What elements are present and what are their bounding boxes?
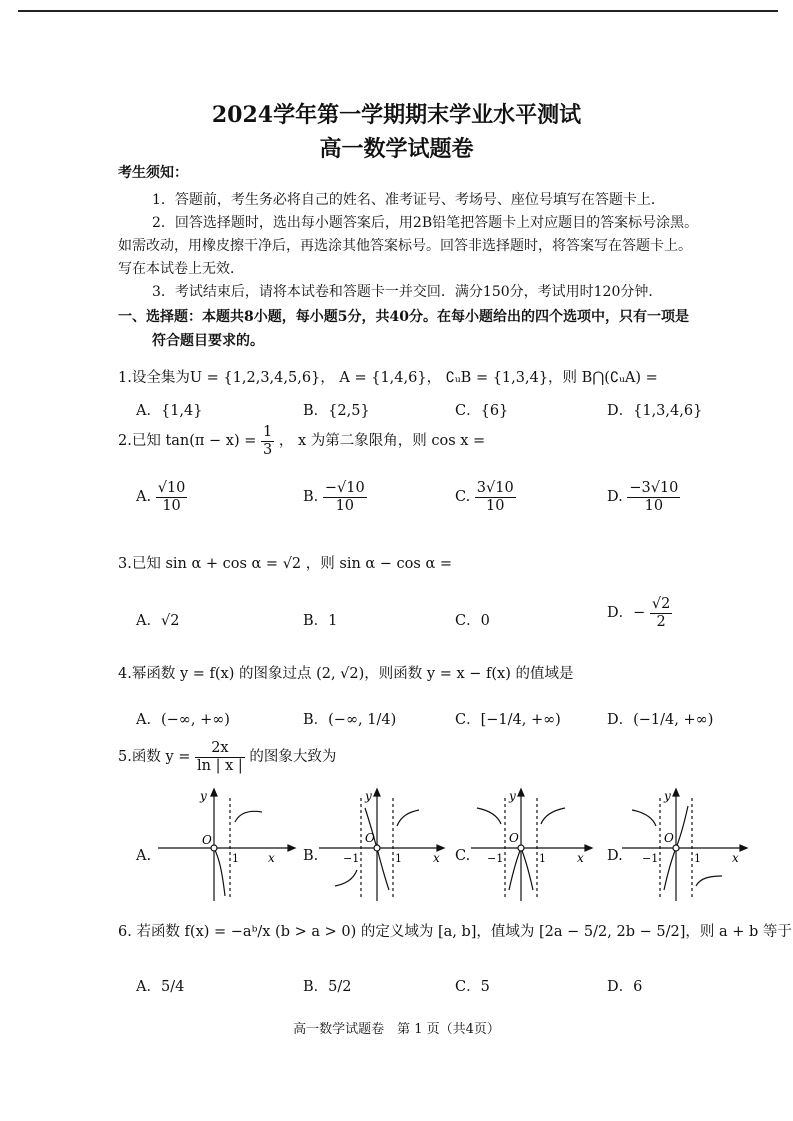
question-5-option-c-label: C. [455,848,471,864]
question-5-graph-a [150,786,300,906]
graph-a-x-label: x [268,851,275,865]
question-4-option-c: C．[−1/4, +∞) [455,712,561,728]
question-3-option-d [607,596,672,630]
exam-title: 2024学年第一学期期末学业水平测试 [211,102,582,128]
graph-d-y-label: y [664,789,671,803]
graph-c-tick-neg: −1 [487,852,504,865]
question-2-option-b-fraction [323,480,367,514]
question-2-option-d-label: D. [607,489,623,506]
question-2-option-a-fraction [156,480,188,514]
question-2-option-d-denominator: 10 [644,497,664,514]
question-2-option-b-label: B. [303,489,319,506]
question-1-stem: 1.设全集为U = {1,2,3,4,5,6}， A = {1,4,6}， ∁ᵤB = {1,3,4}，则 B⋂(∁ᵤA) = [118,370,658,386]
section-heading-line-2: 符合题目要求的。 [152,333,264,349]
question-5-stem-denominator: ln | x | [197,757,243,774]
graph-a-tick-1: 1 [232,852,239,865]
graph-d-x-label: x [732,851,739,865]
question-2-option-b [303,480,367,514]
question-3-option-a: A．√2 [136,613,180,629]
question-3-option-b: B．1 [303,613,338,629]
question-3-option-c: C．0 [455,613,490,629]
question-2-option-c-fraction [475,480,516,514]
question-2-stem-fraction [261,424,274,458]
question-5-option-a-label: A. [136,848,152,864]
graph-d-origin-label: O [664,831,674,845]
question-2-stem-post: ， x 为第二象限角，则 cos x = [278,433,486,450]
question-2-option-c-numerator: 3√10 [476,480,514,496]
notice-line-1: 1．答题前，考生务必将自己的姓名、准考证号、考场号、座位号填写在答题卡上． [152,192,665,208]
question-5-graph-b [315,786,455,906]
question-5-stem [118,740,336,774]
question-2-option-b-denominator: 10 [335,497,355,514]
notice-line-3: 如需改动，用橡皮擦干净后，再选涂其他答案标号。回答非选择题时，将答案写在答题卡上。 [118,238,692,254]
exam-subtitle: 高一数学试题卷 [319,136,474,162]
question-2-option-d-numerator: −3√10 [629,480,679,496]
graph-b-x-label: x [433,851,440,865]
question-2-stem-numerator: 1 [263,424,273,440]
question-2-option-a-numerator: √10 [157,480,186,496]
question-2-option-c-label: C. [455,489,471,506]
question-1-option-b: B．{2,5} [303,403,370,419]
question-4-stem: 4.幂函数 y = f(x) 的图象过点 (2, √2)，则函数 y = x − f(x) 的值域是 [118,666,574,682]
question-5-stem-post: 的图象大致为 [249,749,337,766]
section-heading-line-1: 一、选择题：本题共8小题，每小题5分，共40分。在每小题给出的四个选项中，只有一项是 [118,309,689,325]
graph-c-y-label: y [509,789,516,803]
question-3-option-d-fraction [650,596,672,630]
top-border-line [18,10,778,12]
question-6-stem: 6. 若函数 f(x) = −aᵇ/x (b > a > 0) 的定义域为 [a, b]，值域为 [2a − 5/2, 2b − 5/2]，则 a + b 等于 [118,924,792,940]
question-2-option-d [607,480,680,514]
question-6-option-d: D．6 [607,979,643,995]
question-2-option-b-numerator: −√10 [324,480,365,496]
graph-c-origin-label: O [509,831,519,845]
question-1-option-c: C．{6} [455,403,509,419]
notice-line-5: 3．考试结束后，请将本试卷和答题卡一并交回．满分150分，考试用时120分钟． [152,284,663,300]
question-3-option-d-denominator: 2 [656,613,666,630]
question-4-option-a: A．(−∞, +∞) [136,712,230,728]
question-2-option-d-fraction [627,480,680,514]
question-5-stem-numerator: 2x [195,740,245,758]
graph-b-tick-neg: −1 [343,852,360,865]
question-2-option-c-denominator: 10 [486,497,505,514]
graph-d-tick-pos: 1 [694,852,701,865]
question-5-graph-d [618,786,758,906]
question-2-option-a-denominator: 10 [162,497,181,514]
graph-b-y-label: y [365,789,372,803]
graph-b-tick-pos: 1 [395,852,402,865]
question-5-graph-c [467,786,602,906]
question-4-option-d: D．(−1/4, +∞) [607,712,714,728]
graph-a-y-label: y [200,789,207,803]
question-6-option-b: B．5/2 [303,979,352,995]
notice-line-4: 写在本试卷上无效． [118,261,244,277]
question-2-stem-denominator: 3 [263,441,273,458]
question-2-option-a-label: A. [136,489,152,506]
notice-heading: 考生须知： [118,165,188,181]
page-footer: 高一数学试题卷 第 1 页（共4页） [293,1022,500,1037]
question-2-option-c [455,480,516,514]
question-1-option-d: D．{1,3,4,6} [607,403,703,419]
question-5-stem-pre: 5.函数 y = [118,749,191,766]
graph-b-origin-label: O [365,831,375,845]
question-2-option-a [136,480,187,514]
question-1-option-a: A．{1,4} [136,403,203,419]
question-3-option-d-label: D．− [607,605,646,622]
question-5-option-b-label: B. [303,848,319,864]
question-3-option-d-numerator: √2 [651,596,671,612]
graph-a-origin-label: O [202,833,212,847]
question-2-stem [118,424,485,458]
question-5-stem-fraction [195,740,245,774]
question-6-option-a: A．5/4 [136,979,185,995]
question-5-option-d-label: D. [607,848,623,864]
question-4-option-b: B．(−∞, 1/4) [303,712,397,728]
graph-c-tick-pos: 1 [539,852,546,865]
question-6-option-c: C．5 [455,979,490,995]
graph-c-x-label: x [577,851,584,865]
graph-d-tick-neg: −1 [642,852,659,865]
question-3-stem: 3.已知 sin α + cos α = √2 ，则 sin α − cos α = [118,556,453,572]
question-2-stem-pre: 2.已知 tan(π − x) = [118,433,257,450]
notice-line-2: 2．回答选择题时，选出每小题答案后，用2B铅笔把答题卡上对应题目的答案标号涂黑。 [152,215,699,231]
